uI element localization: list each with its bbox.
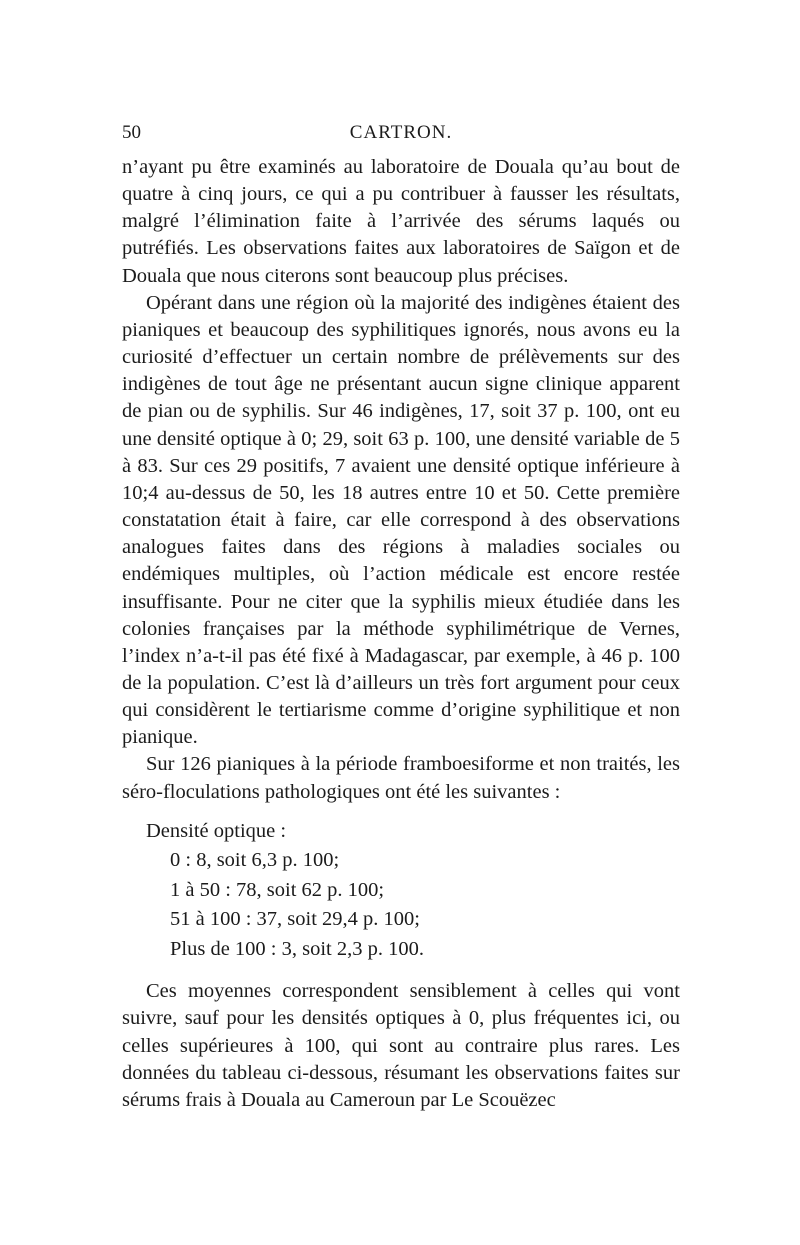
density-list-label: Densité optique : — [146, 819, 287, 842]
density-list-item: 0 : 8, soit 6,3 p. 100; — [170, 849, 340, 872]
density-list-item: Plus de 100 : 3, soit 2,3 p. 100. — [170, 937, 424, 960]
book-page — [122, 122, 680, 1114]
paragraph-continuation: n’ayant pu être examinés au laboratoire de Douala qu’au bout de quatre à cinq jours, ce qui a pu contribuer à fausser les résultats, malgré l’élimination faite à l’arrivée des sérums laqués ou putréfiés. Les observations faites aux laboratoires de Saïgon et de Douala que nous citerons sont beaucoup plus précises. — [122, 156, 680, 287]
page-number: 50 — [122, 122, 141, 143]
body-text — [122, 154, 680, 1114]
density-list-item: 1 à 50 : 78, soit 62 p. 100; — [170, 878, 385, 901]
paragraph-pianiques: Sur 126 pianiques à la période framboesiforme et non traités, les séro-floculations pathologiques ont été les suivantes : — [122, 753, 680, 803]
running-title: CARTRON. — [349, 122, 453, 143]
paragraph-moyennes: Ces moyennes correspondent sensiblement à celles qui vont suivre, sauf pour les densités optiques à 0, plus fréquentes ici, ou celles supérieures à 100, qui sont au contraire plus rares. Les données du tableau ci-dessous, résumant les observations faites sur sérums frais à Douala au Cameroun par Le Scouëzec — [122, 980, 680, 1111]
density-list-item: 51 à 100 : 37, soit 29,4 p. 100; — [170, 908, 420, 931]
paragraph-indigenes: Opérant dans une région où la majorité des indigènes étaient des pianiques et beaucoup des syphilitiques ignorés, nous avons eu la curiosité d’effectuer un certain nombre de prélèvements sur des indigènes de tout âge ne présentant aucun signe clinique apparent de pian ou de syphilis. Sur 46 indigènes, 17, soit 37 p. 100, ont eu une densité optique à 0; 29, soit 63 p. 100, une densité variable de 5 à 83. Sur ces 29 positifs, 7 avaient une densité optique inférieure à 10;4 au-dessus de 50, les 18 autres entre 10 et 50. Cette première constatation était à faire, car elle correspond à des observations analogues faites dans des régions à maladies sociales ou endémiques multiples, où l’action médicale est encore restée insuffisante. Pour ne citer que la syphilis mieux étudiée dans les colonies françaises par la méthode syphilimétrique de Vernes, l’index n’a-t-il pas été fixé à Madagascar, par exemple, à 46 p. 100 de la population. C’est là d’ailleurs un très fort argument pour ceux qui considèrent le tertiarisme comme d’origine syphilitique et non pianique. — [122, 291, 680, 749]
running-header — [122, 122, 680, 146]
density-list — [146, 817, 680, 965]
